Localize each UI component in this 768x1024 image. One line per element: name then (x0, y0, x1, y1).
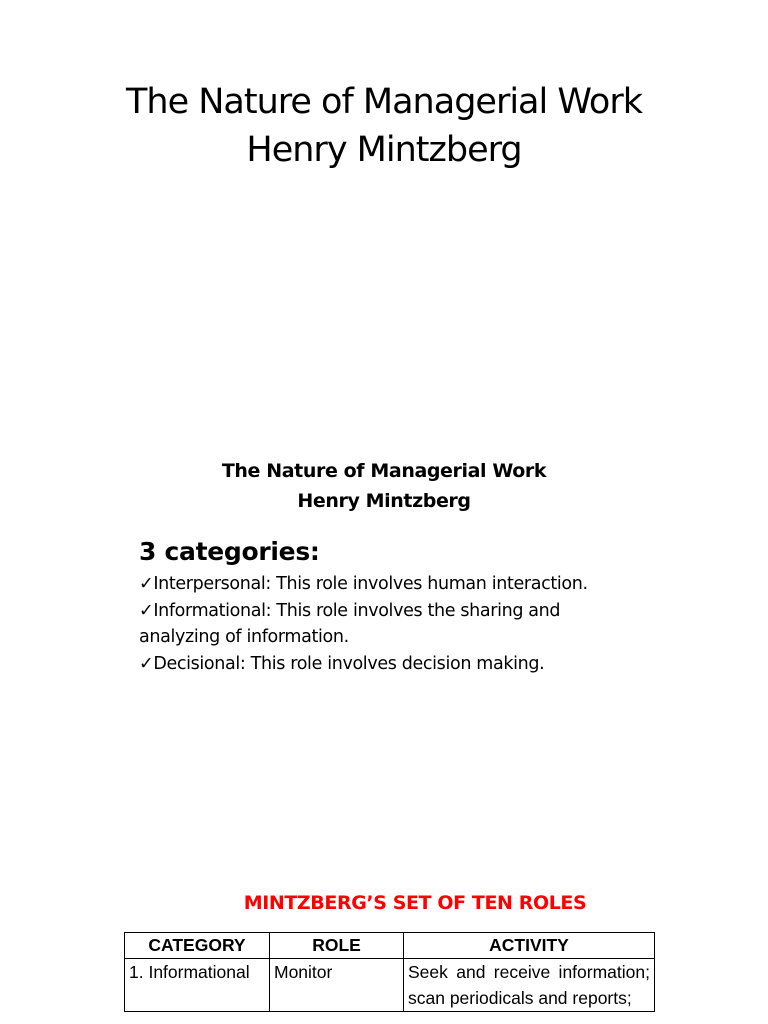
slide-title (0, 78, 768, 174)
bullet-informational-continued: analyzing of information. (139, 627, 349, 647)
slide-subtitle-line: Henry Mintzberg (246, 130, 522, 170)
cell-category: 1. Informational (125, 959, 270, 1012)
header-role: ROLE (270, 933, 404, 959)
bullet-interpersonal: ✓Interpersonal: This role involves human interaction. (139, 574, 588, 594)
roles-table (124, 932, 655, 1012)
table-row (125, 959, 655, 1012)
header-category: CATEGORY (125, 933, 270, 959)
table-header-row (125, 933, 655, 959)
roles-heading: MINTZBERG’S SET OF TEN ROLES (243, 892, 587, 914)
bullet-decisional: ✓Decisional: This role involves decision making. (139, 653, 545, 674)
cell-role: Monitor (270, 959, 404, 1012)
slide-title-line: The Nature of Managerial Work (126, 82, 642, 122)
categories-heading: 3 categories: (139, 537, 320, 566)
section-title (0, 456, 768, 516)
header-activity: ACTIVITY (404, 933, 655, 959)
bullet-informational: ✓Informational: This role involves the sharing and (139, 600, 561, 621)
categories-bullet-list (139, 571, 619, 677)
section-title-line: The Nature of Managerial Work (221, 460, 547, 482)
section-subtitle-line: Henry Mintzberg (297, 490, 471, 512)
cell-activity: Seek and receive information; scan periodicals and reports; (404, 959, 655, 1012)
